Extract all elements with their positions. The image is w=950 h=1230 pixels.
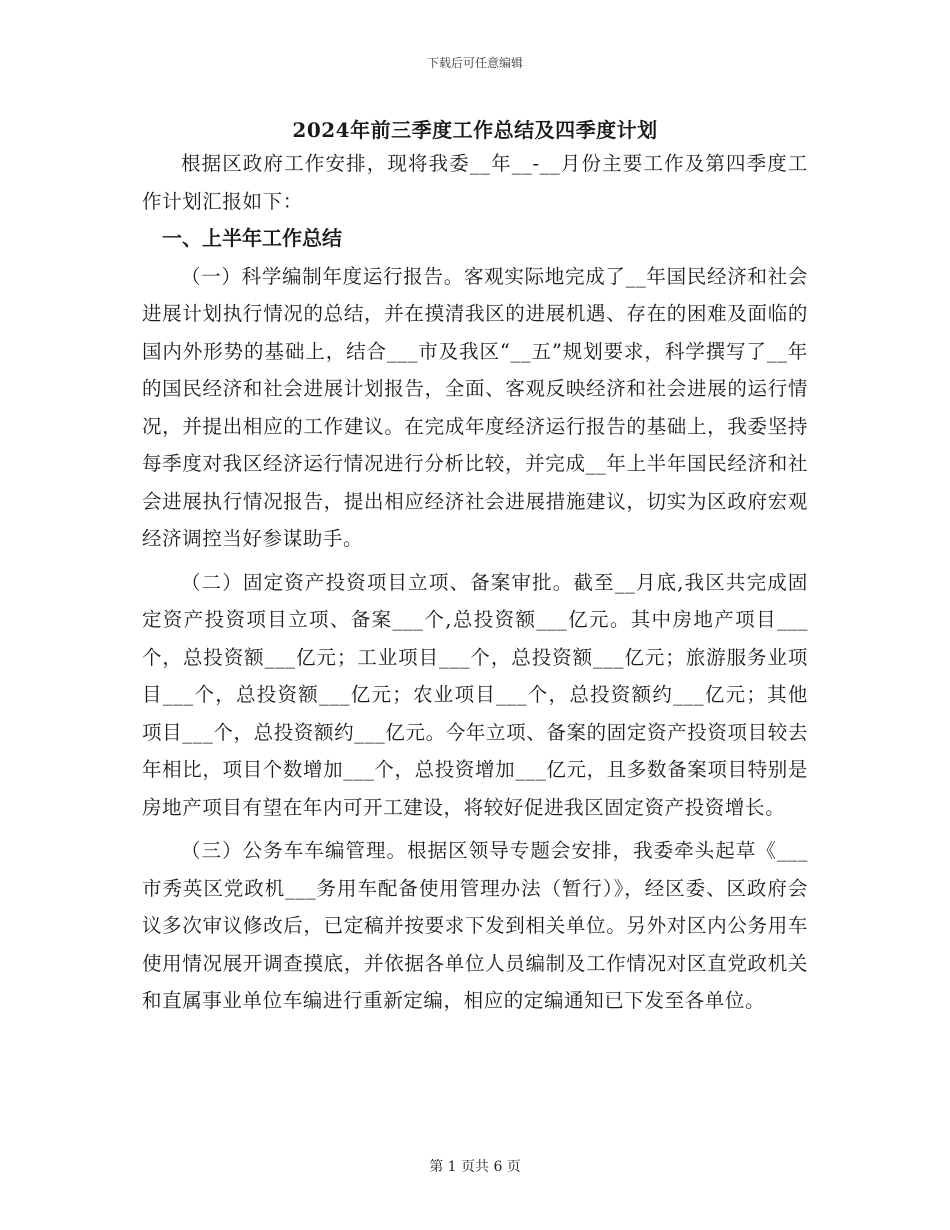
intro-paragraph: 根据区政府工作安排，现将我委__年__-__月份主要工作及第四季度工作计划汇报如下： [142, 152, 808, 213]
header-note: 下载后可任意编辑 [426, 56, 523, 70]
paragraph-item-2: （二）固定资产投资项目立项、备案审批。截至__月底,我区共完成固定资产投资项目立项、备案___个,总投资额___亿元。其中房地产项目___个，总投资额___亿元；工业项目___个，总投资额___亿元；旅游服务业项目___个，总投资额___亿元；农业项目___个，总投资额约___亿元；其他项目___个，总投资额约___亿元。今年立项、备案的固定资产投资项目较去年相比，项目个数增加___个，总投资增加___亿元，且多数备案项目特别是房地产项目有望在年内可开工建设，将较好促进我区固定资产投资增长。 [142, 570, 808, 819]
document-body [142, 145, 808, 1020]
paragraph-item-3: （三）公务车车编管理。根据区领导专题会安排，我委牵头起草《___市秀英区党政机___务用车配备使用管理办法（暂行）》，经区委、区政府会议多次审议修改后，已定稿并按要求下发到相关单位。另外对区内公务用车使用情况展开调查摸底，并依据各单位人员编制及工作情况对区直党政机关和直属事业单位车编进行重新定编，相应的定编通知已下发至各单位。 [142, 839, 808, 1012]
page-footer: 第 1 页共 6 页 [429, 1159, 521, 1175]
section-heading: 一、上半年工作总结 [162, 226, 342, 250]
document-title: 2024年前三季度工作总结及四季度计划 [292, 118, 658, 142]
paragraph-item-1: （一）科学编制年度运行报告。客观实际地完成了__年国民经济和社会进展计划执行情况的总结，并在摸清我区的进展机遇、存在的困难及面临的国内外形势的基础上，结合___市及我区“__五”规划要求，科学撰写了__年的国民经济和社会进展计划报告，全面、客观反映经济和社会进展的运行情况，并提出相应的工作建议。在完成年度经济运行报告的基础上，我委坚持每季度对我区经济运行情况进行分析比较，并完成__年上半年国民经济和社会进展执行情况报告，提出相应经济社会进展措施建议，切实为区政府宏观经济调控当好参谋助手。 [142, 264, 808, 550]
